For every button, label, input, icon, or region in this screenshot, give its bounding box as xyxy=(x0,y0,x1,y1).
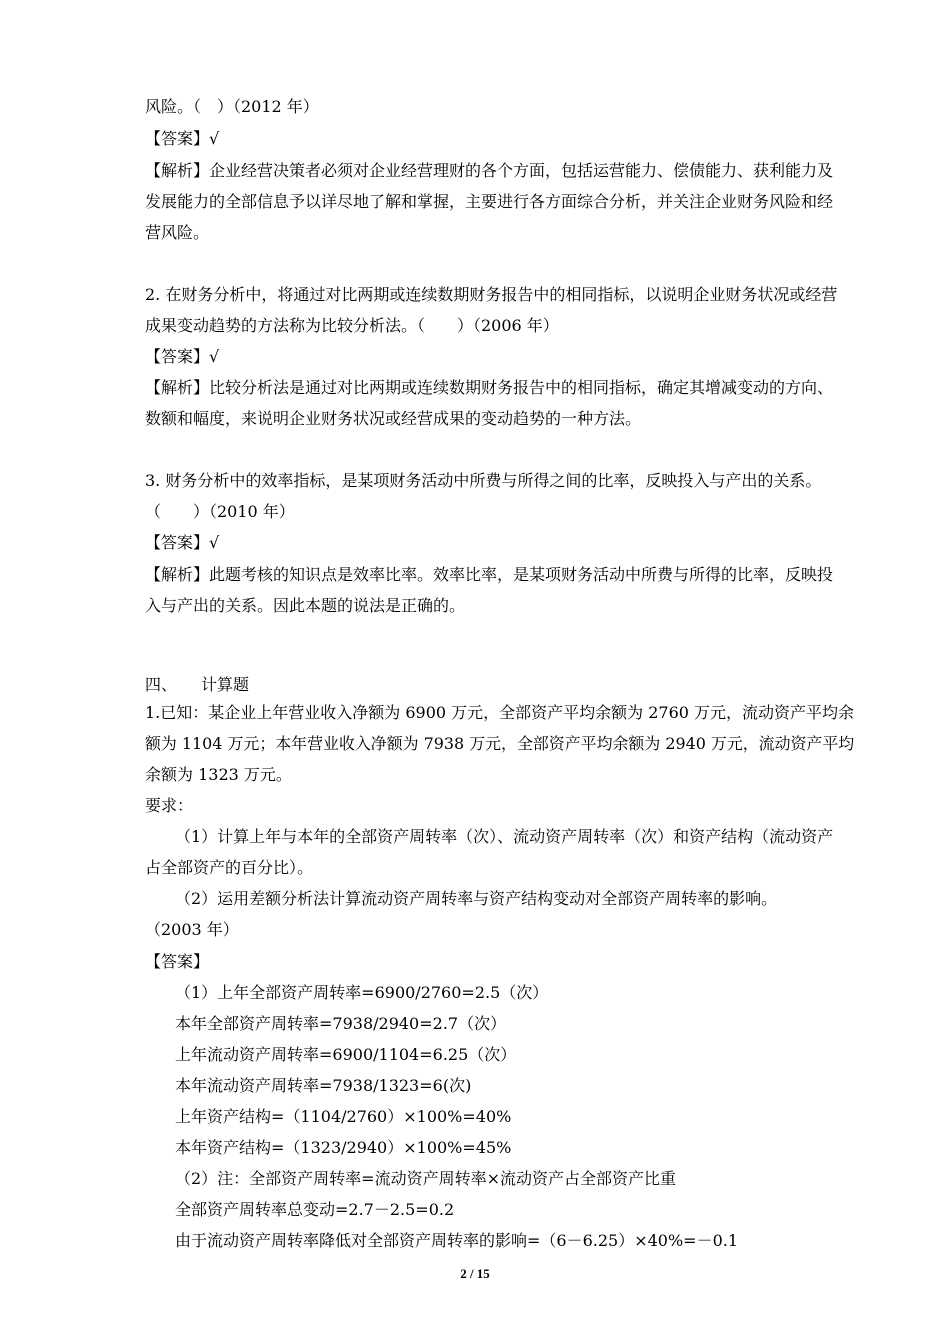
question-text: 成果变动趋势的方法称为比较分析法。（ ）（2006 年） xyxy=(145,316,559,335)
answer-label: 【答案】√ xyxy=(145,347,220,366)
text-line: （2003 年） xyxy=(145,920,239,939)
calc-line: （1）上年全部资产周转率=6900/2760=2.5（次） xyxy=(175,983,549,1002)
question-text: 3. 财务分析中的效率指标，是某项财务活动中所费与所得之间的比率，反映投入与产出的关系。 xyxy=(145,471,822,490)
requirement-item: （2）运用差额分析法计算流动资产周转率与资产结构变动对全部资产周转率的影响。 xyxy=(175,889,778,908)
question-text: 1.已知：某企业上年营业收入净额为 6900 万元，全部资产平均余额为 2760 万元，流动资产平均余 xyxy=(145,703,855,722)
calc-line: （2）注：全部资产周转率=流动资产周转率×流动资产占全部资产比重 xyxy=(175,1169,676,1188)
calc-line: 上年流动资产周转率=6900/1104=6.25（次） xyxy=(175,1045,517,1064)
text-line: 风险。（ ）（2012 年） xyxy=(145,97,319,116)
calc-line: 本年流动资产周转率=7938/1323=6(次) xyxy=(175,1076,472,1095)
text-line: 【解析】此题考核的知识点是效率比率。效率比率，是某项财务活动中所费与所得的比率，反映投 xyxy=(145,565,834,584)
text-line: 发展能力的全部信息予以详尽地了解和掌握，主要进行各方面综合分析，并关注企业财务风险和经 xyxy=(145,192,834,211)
question-text: 余额为 1323 万元。 xyxy=(145,765,292,784)
answer-label: 【答案】√ xyxy=(145,533,220,552)
text-line: 要求： xyxy=(145,796,194,815)
question-text: 2. 在财务分析中，将通过对比两期或连续数期财务报告中的相同指标，以说明企业财务状况或经营 xyxy=(145,285,838,304)
calc-line: 上年资产结构=（1104/2760）×100%=40% xyxy=(175,1107,512,1126)
page-number: 2 / 15 xyxy=(460,1266,490,1281)
text-line: 入与产出的关系。因此本题的说法是正确的。 xyxy=(145,596,466,615)
calc-line: 由于流动资产周转率降低对全部资产周转率的影响=（6－6.25）×40%=－0.1 xyxy=(175,1231,739,1250)
answer-label: 【答案】 xyxy=(145,952,210,971)
calc-line: 全部资产周转率总变动=2.7－2.5=0.2 xyxy=(175,1200,455,1219)
text-line: 数额和幅度，来说明企业财务状况或经营成果的变动趋势的一种方法。 xyxy=(145,409,642,428)
calc-line: 本年资产结构=（1323/2940）×100%=45% xyxy=(175,1138,512,1157)
text-line: 占全部资产的百分比）。 xyxy=(145,858,314,877)
requirement-item: （1）计算上年与本年的全部资产周转率（次）、流动资产周转率（次）和资产结构（流动资产 xyxy=(175,827,834,846)
question-text: （ ）（2010 年） xyxy=(145,502,295,521)
answer-label: 【答案】√ xyxy=(145,129,220,148)
text-line: 【解析】比较分析法是通过对比两期或连续数期财务报告中的相同指标，确定其增减变动的方向、 xyxy=(145,378,834,397)
text-line: 【解析】企业经营决策者必须对企业经营理财的各个方面，包括运营能力、偿债能力、获利能力及 xyxy=(145,161,834,180)
text-line: 营风险。 xyxy=(145,223,210,242)
section-heading: 四、 计算题 xyxy=(145,675,250,694)
calc-line: 本年全部资产周转率=7938/2940=2.7（次） xyxy=(175,1014,507,1033)
question-text: 额为 1104 万元；本年营业收入净额为 7938 万元，全部资产平均余额为 2940 万元，流动资产平均 xyxy=(145,734,855,753)
